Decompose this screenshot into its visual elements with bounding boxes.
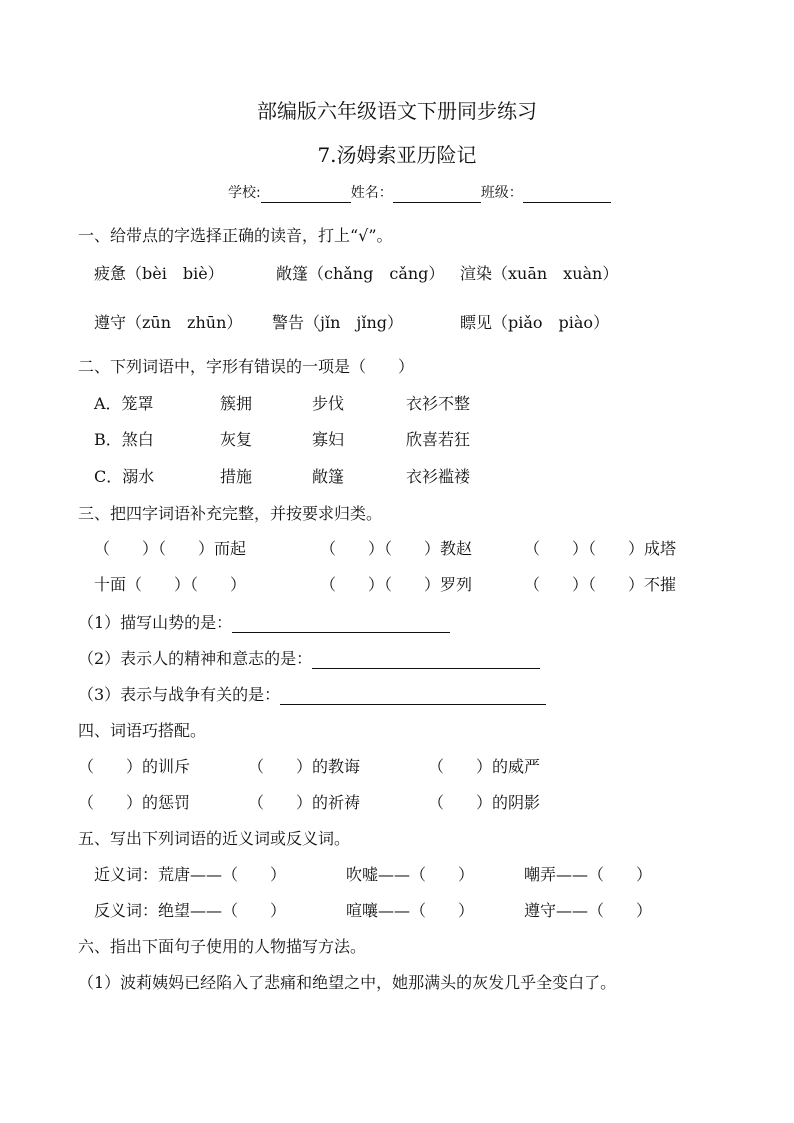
name-blank[interactable] [393, 186, 481, 203]
q3-heading: 三、把四字词语补充完整，并按要求归类。 [78, 504, 383, 523]
worksheet-title: 部编版六年级语文下册同步练习 [257, 99, 537, 123]
q2-word: 措施 [220, 467, 253, 486]
q2-heading: 二、下列词语中，字形有错误的一项是（ ） [78, 357, 415, 376]
class-blank[interactable] [523, 186, 611, 203]
q6-heading: 六、指出下面句子使用的人物描写方法。 [78, 937, 367, 956]
q2-word: 衣衫褴褛 [406, 467, 471, 486]
q5-synonym-item: 吹嘘——（ ） [346, 865, 475, 884]
q3-sub-label: （1）描写山势的是： [78, 613, 233, 632]
q5-antonym-item: 遵守——（ ） [524, 901, 653, 920]
q3-sub-3 [78, 685, 546, 705]
q1-heading: 一、给带点的字选择正确的读音，打上“√”。 [78, 226, 393, 245]
q4-item: （ ）的祈祷 [248, 793, 361, 812]
q1-item: 遵守（zūn zhūn） [94, 313, 243, 332]
q4-item: （ ）的训斥 [78, 757, 191, 776]
q1-item: 瞟见（piǎo piào） [460, 313, 610, 332]
q2-word: 敞篷 [312, 467, 345, 486]
q3-idiom: （ ）（ ）成塔 [524, 539, 677, 558]
q4-heading: 四、词语巧搭配。 [78, 721, 207, 740]
q2-word: 簇拥 [220, 394, 253, 413]
student-info-row [228, 183, 611, 203]
q2-option: B．煞白 [94, 430, 154, 449]
q3-sub-label: （3）表示与战争有关的是： [78, 685, 281, 704]
q3-sub-label: （2）表示人的精神和意志的是： [78, 649, 313, 668]
q3-sub-2 [78, 649, 540, 669]
lesson-title: 7.汤姆索亚历险记 [317, 143, 477, 167]
q6-sentence: （1）波莉姨妈已经陷入了悲痛和绝望之中，她那满头的灰发几乎全变白了。 [78, 973, 617, 992]
q5-heading: 五、写出下列词语的近义词或反义词。 [78, 829, 351, 848]
q3-idiom: （ ）（ ）而起 [94, 539, 247, 558]
school-label: 学校: [228, 185, 261, 201]
answer-blank[interactable] [280, 688, 546, 705]
q3-idiom: 十面（ ）（ ） [94, 575, 247, 594]
q4-item: （ ）的威严 [428, 757, 541, 776]
q2-option: C．溺水 [94, 467, 155, 486]
q2-option: A．笼罩 [94, 394, 154, 413]
q5-antonym-item: 喧嚷——（ ） [346, 901, 475, 920]
q1-item: 敞篷（chǎng cǎng） [276, 264, 445, 283]
q4-item: （ ）的惩罚 [78, 793, 191, 812]
q3-sub-1 [78, 613, 450, 633]
q2-word: 步伐 [312, 394, 345, 413]
q2-word: 寡妇 [312, 430, 345, 449]
q5-synonym-item: 嘲弄——（ ） [524, 865, 653, 884]
q2-word: 灰复 [220, 430, 253, 449]
q4-item: （ ）的教诲 [248, 757, 361, 776]
name-label: 姓名： [350, 185, 393, 201]
q3-idiom: （ ）（ ）罗列 [320, 575, 473, 594]
class-label: 班级： [480, 185, 523, 201]
school-blank[interactable] [261, 186, 351, 203]
answer-blank[interactable] [312, 652, 540, 669]
q5-synonym-item: 近义词：荒唐——（ ） [94, 865, 287, 884]
q1-item: 渲染（xuān xuàn） [460, 264, 619, 283]
q1-item: 警告（jǐn jǐng） [272, 313, 404, 332]
q4-item: （ ）的阴影 [428, 793, 541, 812]
q2-word: 衣衫不整 [406, 394, 471, 413]
q3-idiom: （ ）（ ）不摧 [524, 575, 677, 594]
q3-idiom: （ ）（ ）教赵 [320, 539, 473, 558]
q2-word: 欣喜若狂 [406, 430, 471, 449]
q1-item: 疲惫（bèi biè） [94, 264, 224, 283]
q5-antonym-item: 反义词：绝望——（ ） [94, 901, 287, 920]
answer-blank[interactable] [232, 616, 450, 633]
